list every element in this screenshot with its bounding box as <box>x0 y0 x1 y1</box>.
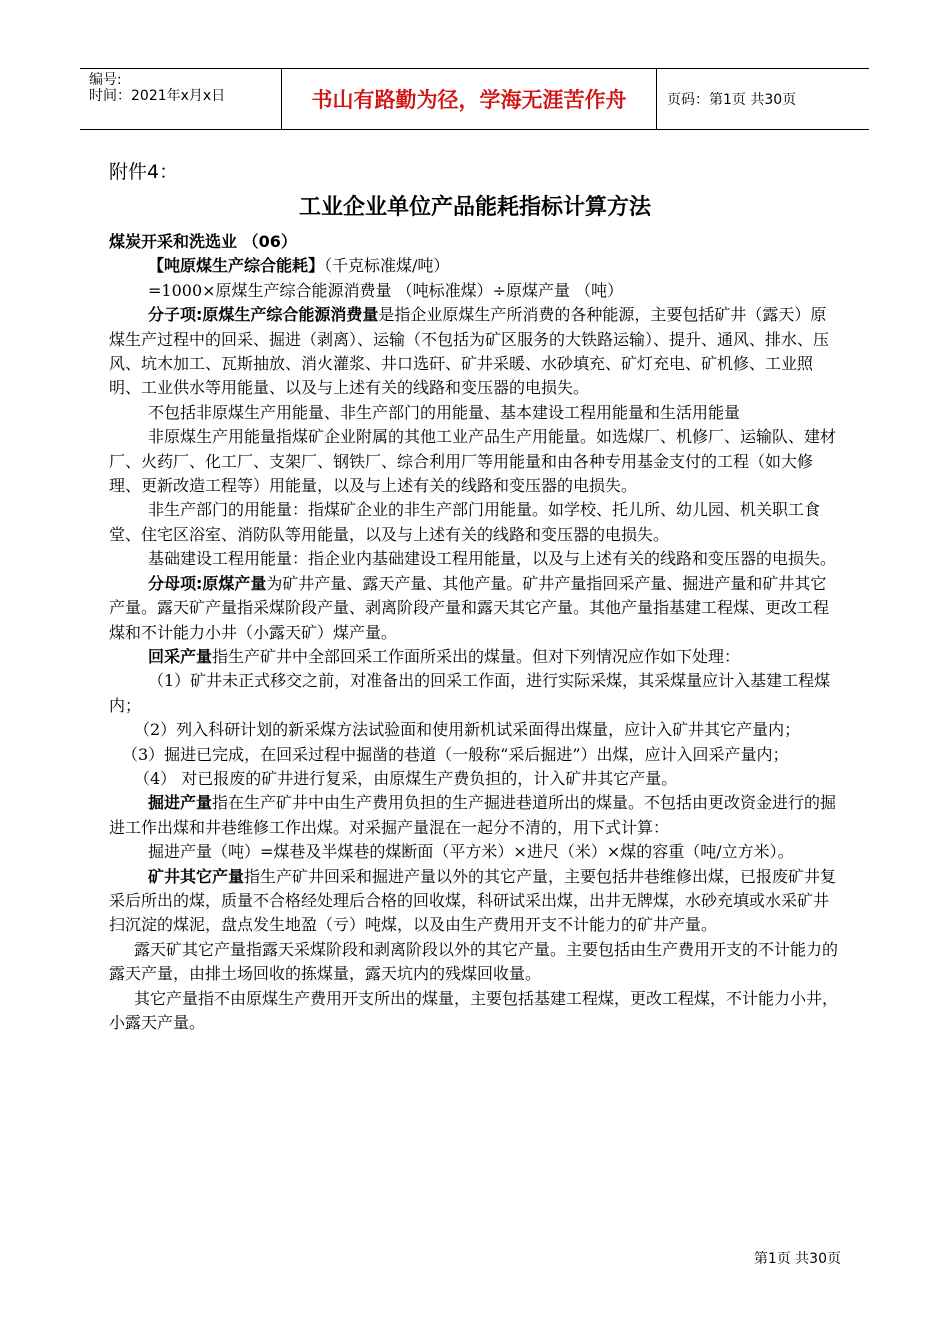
tunneling-formula: 掘进产量（吨）=煤巷及半煤巷的煤断面（平方米）×进尺（米）×煤的容重（吨/立方米）。 <box>148 842 794 862</box>
other-production-paragraph <box>109 865 841 938</box>
document-title: 工业企业单位产品能耗指标计算方法 <box>298 195 651 220</box>
time-label: 时间：2021年x月x日 <box>89 88 226 104</box>
denominator-text: 为矿井产量、露天产量、其他产量。矿井产量指回采产量、掘进产量和矿井其它产量。露天矿产量指采煤阶段产量、剥离阶段产量和露天其它产量。其他产量指基建工程煤、更改工程煤和不计能力小井（小露天矿）煤产量。 <box>109 573 830 642</box>
list-item: （4） 对已报废的矿井进行复采，由原煤生产费负担的，计入矿井其它产量。 <box>134 768 678 788</box>
open-pit-paragraph: 露天矿其它产量指露天采煤阶段和剥离阶段以外的其它产量。主要包括由生产费用开支的不计能力的露天产量，由排土场回收的拣煤量，露天坑内的残煤回收量。 <box>109 939 839 984</box>
list-item: （1）矿井未正式移交之前，对准备出的回采工作面，进行实际采煤，其采煤量应计入基建工程煤内； <box>109 671 831 715</box>
numerator-paragraph <box>109 303 841 401</box>
indicator-line <box>109 254 841 278</box>
denominator-label: 分母项: <box>148 573 203 593</box>
numerator-term: 原煤生产综合能源消费量 <box>202 305 379 325</box>
attachment-label: 附件4： <box>109 161 179 183</box>
document-body <box>109 230 841 1035</box>
page-info: 页码：第1页 共30页 <box>667 92 797 108</box>
numerator-label: 分子项: <box>148 305 203 325</box>
denominator-term: 原煤产量 <box>202 573 267 593</box>
other-output-paragraph: 其它产量指不由原煤生产费用开支所出的煤量，主要包括基建工程煤，更改工程煤，不计能力小井，小露天产量。 <box>109 988 839 1032</box>
motto: 书山有路勤为径，学海无涯苦作舟 <box>311 88 627 112</box>
recovery-text: 指生产矿井中全部回采工作面所采出的煤量。但对下列情况应作如下处理： <box>212 646 741 666</box>
recovery-term: 回采产量 <box>148 646 213 666</box>
tunneling-term: 掘进产量 <box>148 793 213 813</box>
other-text: 指生产矿井回采和掘进产量以外的其它产量，主要包括井巷维修出煤，已报废矿井复采后所出的煤，质量不合格经处理后合格的回收煤，科研试采出煤，出井无牌煤，水砂充填或水采矿井扫沉淀的煤泥，盘点发生地盈（亏）吨煤，以及由生产费用开支不计能力的矿井产量。 <box>109 866 837 935</box>
formula: =1000×原煤生产综合能源消费量 （吨标准煤）÷原煤产量 （吨） <box>148 280 624 300</box>
section-heading: 煤炭开采和洗选业 （06） <box>109 232 297 251</box>
page-header <box>80 68 869 130</box>
denominator-paragraph <box>109 572 841 645</box>
header-motto-cell <box>281 69 657 129</box>
page-footer: 第1页 共30页 <box>753 1251 841 1267</box>
list-item: （3）掘进已完成，在回采过程中掘凿的巷道（一般称“采后掘进”）出煤，应计入回采产量内； <box>122 744 789 764</box>
tunneling-text: 指在生产矿井中由生产费用负担的生产掘进巷道所出的煤量。不包括由更改资金进行的掘进工作出煤和井巷维修工作出煤。对采掘产量混在一起分不清的，用下式计算： <box>109 793 837 837</box>
recovery-paragraph <box>109 645 841 669</box>
indicator-unit: （千克标准煤/吨） <box>324 256 450 276</box>
non-raw-paragraph: 非原煤生产用能量指煤矿企业附属的其他工业产品生产用能量。如选煤厂、机修厂、运输队、建材厂、火药厂、化工厂、支架厂、钢铁厂、综合利用厂等用能量和由各种专用基金支付的工程（如大修理、更新改造工程等）用能量，以及与上述有关的线路和变压器的电损失。 <box>109 427 837 496</box>
numerator-text: 是指企业原煤生产所消费的各种能源，主要包括矿井（露天）原煤生产过程中的回采、掘进（剥离）、运输（不包括为矿区服务的大铁路运输）、提升、通风、排水、压风、坑木加工、瓦斯抽放、消火灌浆、井口选矸、矿井采暖、水砂填充、矿灯充电、矿机修、工业照明、工业供水等用能量、以及与上述有关的线路和变压器的电损失。 <box>109 305 830 398</box>
tunneling-paragraph <box>109 791 841 840</box>
non-production-paragraph: 非生产部门的用能量：指煤矿企业的非生产部门用能量。如学校、托儿所、幼儿园、机关职工食堂、住宅区浴室、消防队等用能量，以及与上述有关的线路和变压器的电损失。 <box>109 500 821 544</box>
list-item: （2）列入科研计划的新采煤方法试验面和使用新机试采面得出煤量，应计入矿井其它产量内； <box>134 720 801 740</box>
number-label: 编号: <box>89 72 122 88</box>
exclusion-paragraph: 不包括非原煤生产用能量、非生产部门的用能量、基本建设工程用能量和生活用能量 <box>148 402 741 422</box>
indicator-name: 【吨原煤生产综合能耗】 <box>148 256 325 276</box>
other-term: 矿井其它产量 <box>148 866 245 886</box>
header-meta <box>80 69 281 129</box>
infrastructure-paragraph: 基础建设工程用能量：指企业内基础建设工程用能量，以及与上述有关的线路和变压器的电损失。 <box>148 549 837 569</box>
